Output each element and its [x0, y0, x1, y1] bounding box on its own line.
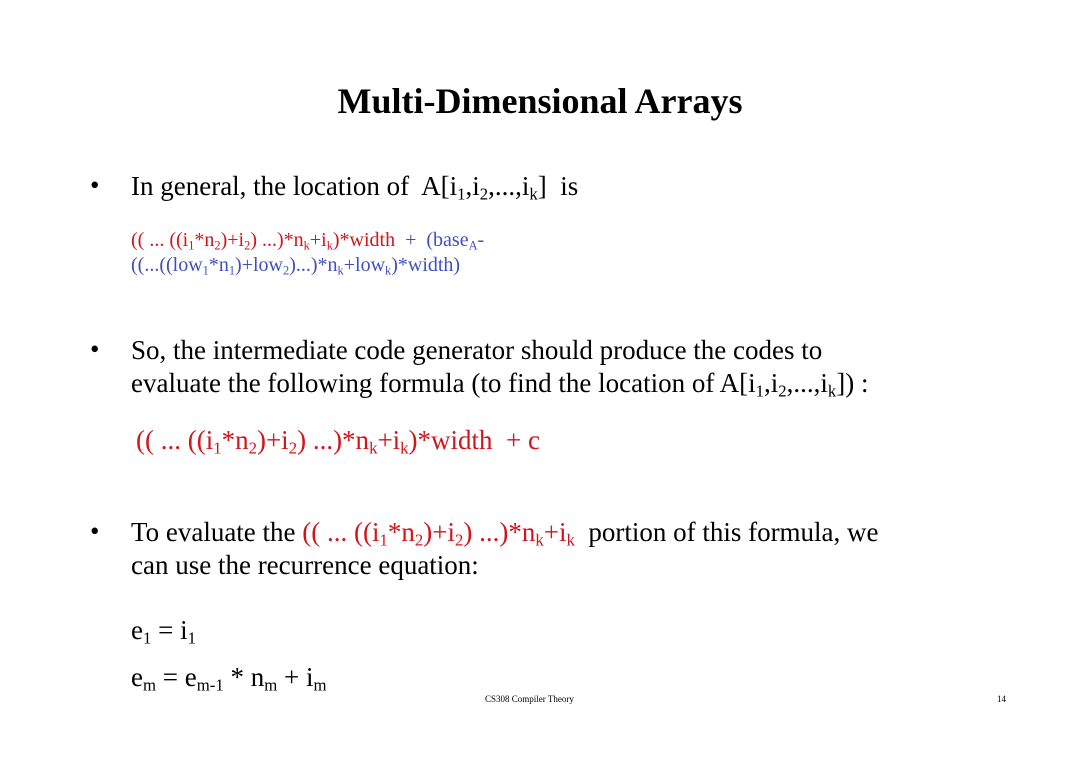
code-formula: (( ... $((i_1*n_2)+i_2)$ $...)*n_k+i_k)*width + c$ — [136, 425, 541, 458]
bullet-marker: • — [90, 516, 100, 546]
bullet-3-line-2: can use the recurrence equation: — [131, 550, 479, 580]
bullet-marker: • — [90, 334, 100, 364]
footer-course: CS308 Compiler Theory — [485, 694, 574, 704]
footer-page-number: 14 — [997, 694, 1006, 704]
bullet-3-line-1: To evaluate the (( ... $((i_1*n_2)+i_2)$ $...)*n_k+i_k$ portion of this formula, we — [131, 517, 879, 550]
address-formula-line-1: (( ... $((i_1*n_2)+i_2)$ $...)*n_k+i_k)*width$ + (base$_A$- — [131, 229, 485, 253]
bullet-1-text: In general, the location of $A[i_1,i_2,...,i_k]$ is — [131, 171, 579, 204]
address-formula-line-2: $((...((low_1*n_1)+low_2)...)*n_k+low_k)*width$) — [131, 254, 461, 278]
bullet-2-line-2: evaluate the following formula (to find the location of $A[i_1,i_2,...,i_k]$) : — [131, 368, 869, 401]
recurrence-step: $e_m = e_{m-1} * n_m + i_m$ — [131, 662, 327, 695]
bullet-2-line-1: So, the intermediate code generator should produce the codes to — [131, 335, 823, 365]
recurrence-base-case: $e_1 = i_1$ — [131, 615, 196, 648]
bullet-marker: • — [90, 170, 100, 200]
slide-title: Multi-Dimensional Arrays — [337, 81, 743, 121]
